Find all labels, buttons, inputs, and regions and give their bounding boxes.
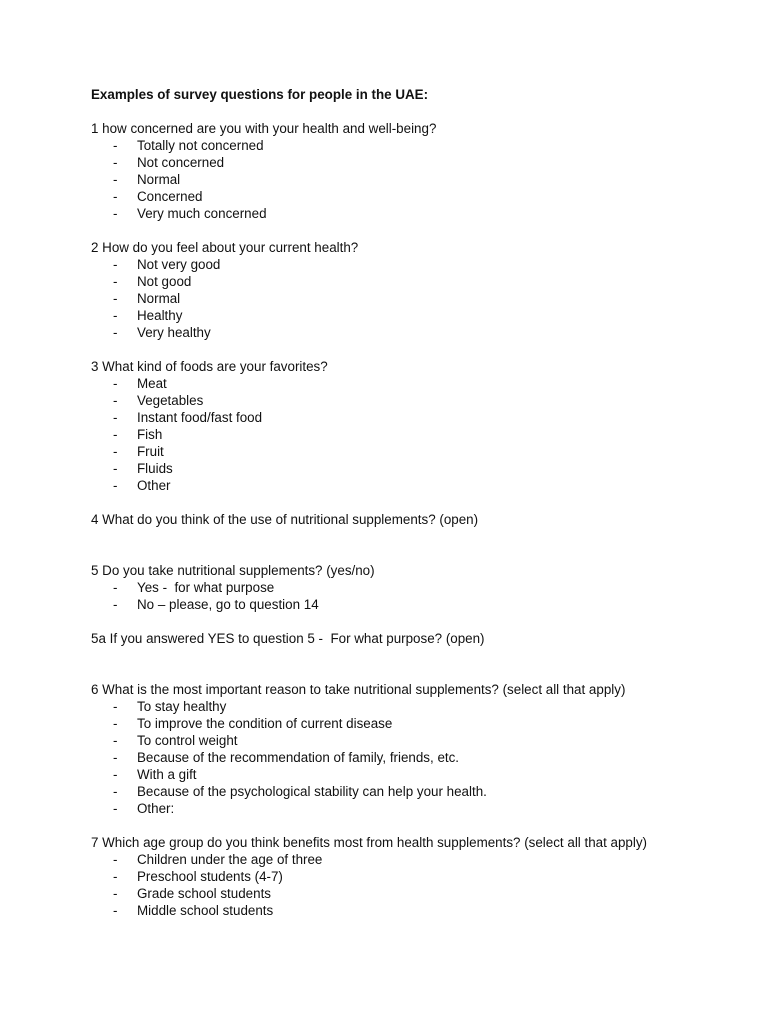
question-6-options [91, 698, 681, 817]
dash-bullet: - [113, 784, 118, 799]
spacer [91, 222, 681, 239]
spacer [91, 647, 681, 681]
option-label: Concerned [137, 189, 203, 204]
option-label: Children under the age of three [137, 852, 323, 867]
list-item [91, 460, 681, 477]
option-label: Other: [137, 801, 175, 816]
question-5: 5 Do you take nutritional supplements? (yes/no) [91, 563, 375, 578]
option-label: Because of the psychological stability can help your health. [137, 784, 487, 799]
list-item [91, 154, 681, 171]
dash-bullet: - [113, 257, 118, 272]
dash-bullet: - [113, 308, 118, 323]
list-item [91, 426, 681, 443]
list-item [91, 885, 681, 902]
dash-bullet: - [113, 903, 118, 918]
list-item [91, 902, 681, 919]
option-label: Meat [137, 376, 167, 391]
dash-bullet: - [113, 801, 118, 816]
dash-bullet: - [113, 291, 118, 306]
list-item [91, 256, 681, 273]
question-2-options [91, 256, 681, 341]
option-label: Normal [137, 291, 181, 306]
dash-bullet: - [113, 750, 118, 765]
option-label: To improve the condition of current disease [137, 716, 393, 731]
spacer [91, 341, 681, 358]
option-label: Fish [137, 427, 163, 442]
dash-bullet: - [113, 410, 118, 425]
spacer [91, 817, 681, 834]
question-5a: 5a If you answered YES to question 5 - For what purpose? (open) [91, 631, 485, 646]
question-1-options [91, 137, 681, 222]
list-item [91, 477, 681, 494]
question-1: 1 how concerned are you with your health and well-being? [91, 121, 437, 136]
dash-bullet: - [113, 325, 118, 340]
option-label: To control weight [137, 733, 238, 748]
question-2: 2 How do you feel about your current health? [91, 240, 359, 255]
list-item [91, 409, 681, 426]
option-label: Healthy [137, 308, 183, 323]
list-item [91, 749, 681, 766]
dash-bullet: - [113, 852, 118, 867]
dash-bullet: - [113, 189, 118, 204]
question-6: 6 What is the most important reason to take nutritional supplements? (select all that apply) [91, 682, 626, 697]
dash-bullet: - [113, 733, 118, 748]
dash-bullet: - [113, 478, 118, 493]
dash-bullet: - [113, 886, 118, 901]
dash-bullet: - [113, 597, 118, 612]
list-item [91, 766, 681, 783]
option-label: Normal [137, 172, 181, 187]
option-label: Instant food/fast food [137, 410, 263, 425]
spacer [91, 613, 681, 630]
option-label: Other [137, 478, 171, 493]
list-item [91, 392, 681, 409]
dash-bullet: - [113, 444, 118, 459]
option-label: Fruit [137, 444, 164, 459]
option-label: Totally not concerned [137, 138, 264, 153]
question-3-options [91, 375, 681, 494]
dash-bullet: - [113, 869, 118, 884]
list-item [91, 596, 681, 613]
question-4: 4 What do you think of the use of nutritional supplements? (open) [91, 512, 479, 527]
option-label: Very much concerned [137, 206, 267, 221]
list-item [91, 732, 681, 749]
survey-content [91, 86, 681, 919]
list-item [91, 290, 681, 307]
list-item [91, 868, 681, 885]
dash-bullet: - [113, 155, 118, 170]
option-label: To stay healthy [137, 699, 227, 714]
spacer [91, 494, 681, 511]
question-5-options [91, 579, 681, 613]
dash-bullet: - [113, 767, 118, 782]
dash-bullet: - [113, 376, 118, 391]
list-item [91, 800, 681, 817]
dash-bullet: - [113, 393, 118, 408]
option-label: Yes - for what purpose [137, 580, 275, 595]
dash-bullet: - [113, 716, 118, 731]
list-item [91, 698, 681, 715]
list-item [91, 715, 681, 732]
document-title: Examples of survey questions for people in the UAE: [91, 87, 429, 102]
option-label: Because of the recommendation of family, friends, etc. [137, 750, 460, 765]
option-label: No – please, go to question 14 [137, 597, 319, 612]
option-label: Vegetables [137, 393, 204, 408]
list-item [91, 273, 681, 290]
option-label: Not very good [137, 257, 221, 272]
dash-bullet: - [113, 427, 118, 442]
dash-bullet: - [113, 206, 118, 221]
option-label: Not concerned [137, 155, 225, 170]
list-item [91, 851, 681, 868]
option-label: Grade school students [137, 886, 271, 901]
list-item [91, 188, 681, 205]
question-3: 3 What kind of foods are your favorites? [91, 359, 328, 374]
option-label: Preschool students (4-7) [137, 869, 283, 884]
dash-bullet: - [113, 580, 118, 595]
list-item [91, 137, 681, 154]
dash-bullet: - [113, 172, 118, 187]
list-item [91, 375, 681, 392]
list-item [91, 307, 681, 324]
list-item [91, 171, 681, 188]
option-label: With a gift [137, 767, 197, 782]
question-7: 7 Which age group do you think benefits most from health supplements? (select all that apply) [91, 835, 648, 850]
list-item [91, 783, 681, 800]
question-7-options [91, 851, 681, 919]
option-label: Middle school students [137, 903, 274, 918]
list-item [91, 205, 681, 222]
dash-bullet: - [113, 461, 118, 476]
option-label: Not good [137, 274, 192, 289]
option-label: Very healthy [137, 325, 211, 340]
list-item [91, 324, 681, 341]
option-label: Fluids [137, 461, 173, 476]
dash-bullet: - [113, 699, 118, 714]
dash-bullet: - [113, 274, 118, 289]
list-item [91, 443, 681, 460]
spacer [91, 528, 681, 562]
dash-bullet: - [113, 138, 118, 153]
list-item [91, 579, 681, 596]
